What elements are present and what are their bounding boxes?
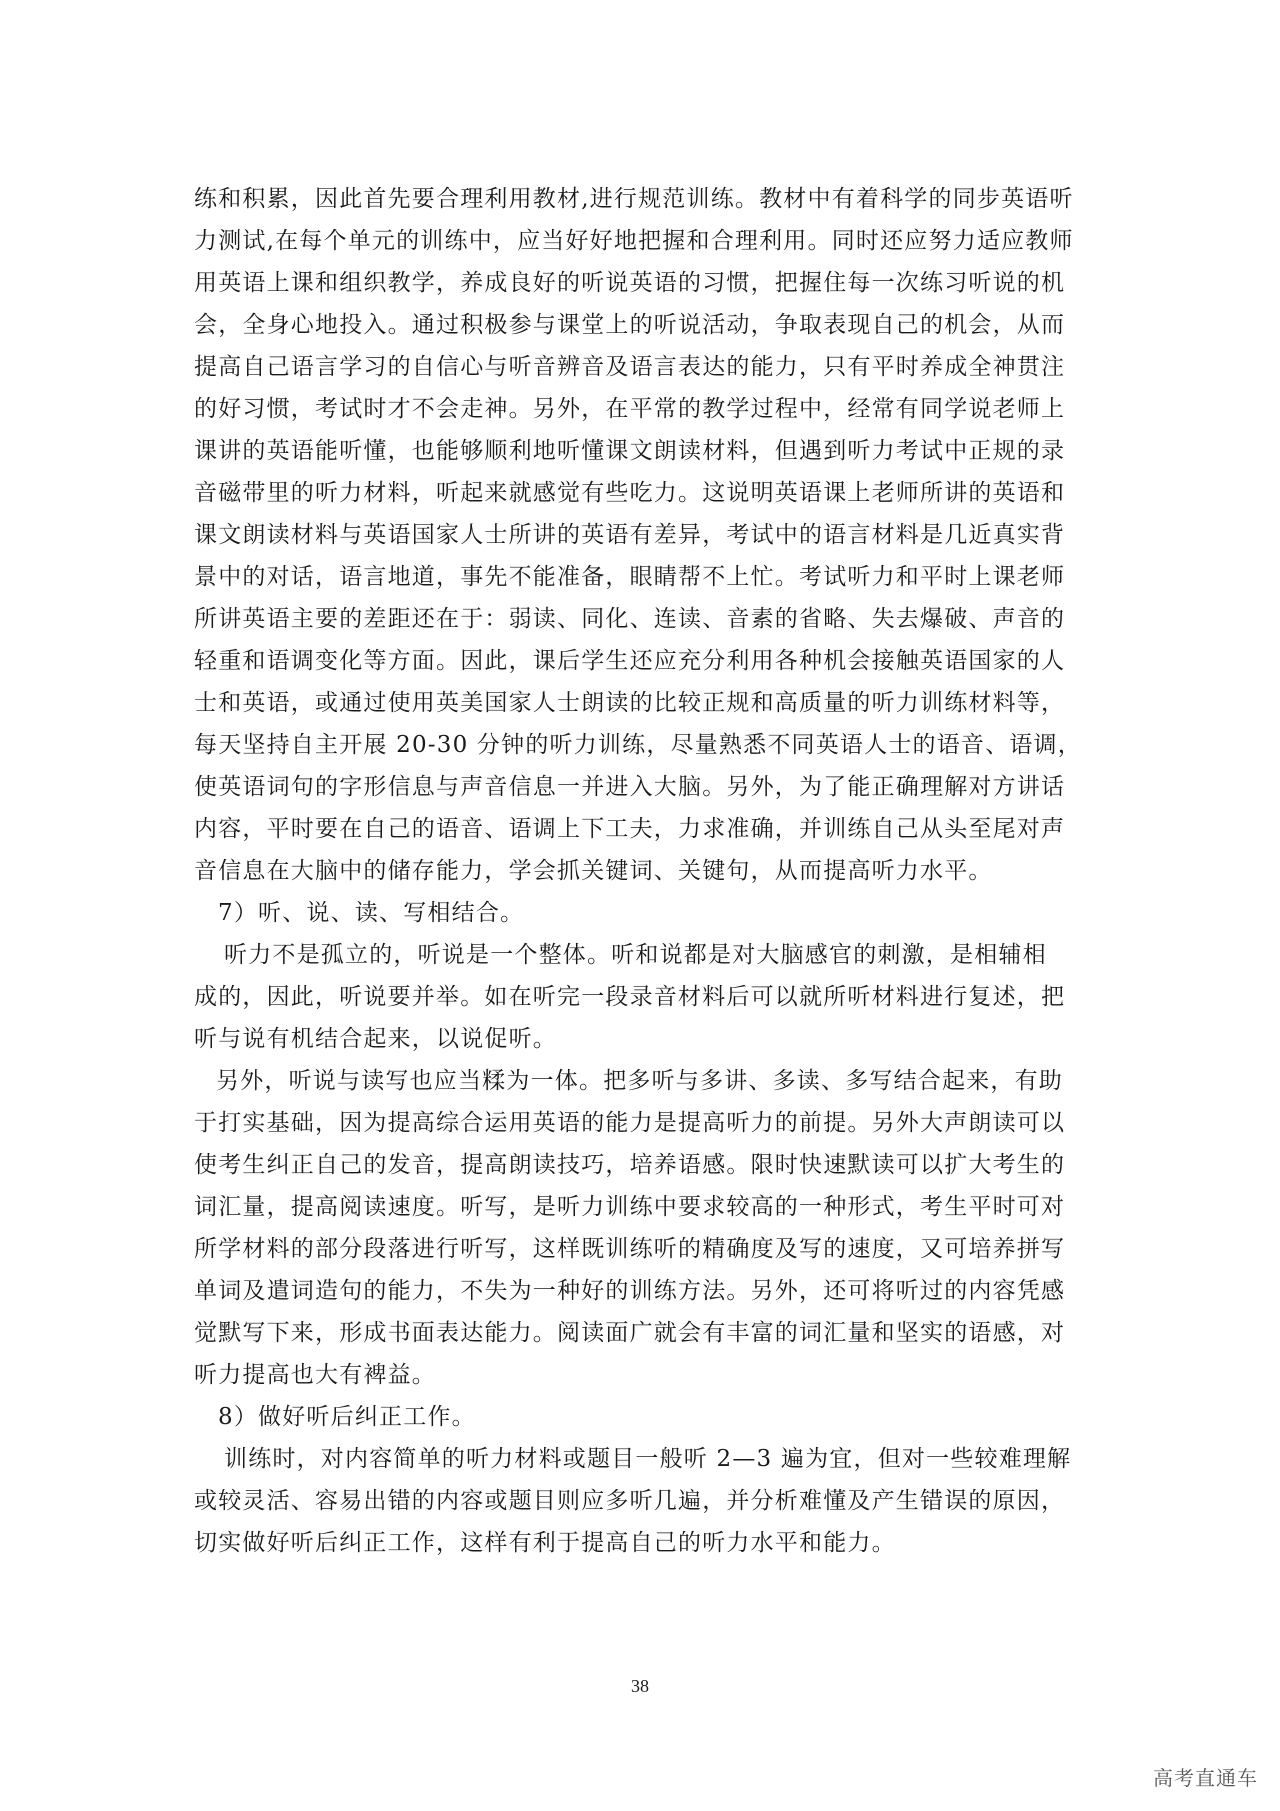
watermark-text: 高考直通车 [1153, 1766, 1258, 1790]
text-line: 使英语词句的字形信息与声音信息一并进入大脑。另外，为了能正确理解对方讲话 [194, 774, 1066, 800]
text-line: 使考生纠正自己的发音，提高朗读技巧，培养语感。限时快速默读可以扩大考生的 [194, 1152, 1066, 1178]
text-line: 内容，平时要在自己的语音、语调上下工夫，力求准确，并训练自己从头至尾对声 [194, 816, 1066, 842]
text-line: 会，全身心地投入。通过积极参与课堂上的听说活动，争取表现自己的机会，从而 [194, 312, 1066, 338]
text-line: 练和积累，因此首先要合理利用教材,进行规范训练。教材中有着科学的同步英语听 [194, 186, 1074, 212]
section-heading: 8）做好听后纠正工作。 [218, 1404, 476, 1430]
text-line: 力测试,在每个单元的训练中，应当好好地把握和合理利用。同时还应努力适应教师 [194, 228, 1074, 254]
text-line: 或较灵活、容易出错的内容或题目则应多听几遍，并分析难懂及产生错误的原因， [194, 1488, 1066, 1514]
body-text [194, 178, 1124, 1564]
text-line: 所讲英语主要的差距还在于：弱读、同化、连读、音素的省略、失去爆破、声音的 [194, 606, 1066, 632]
text-line: 音信息在大脑中的储存能力，学会抓关键词、关键句，从而提高听力水平。 [194, 858, 993, 884]
page-number: 38 [631, 1676, 649, 1696]
paragraph-start: 听力不是孤立的，听说是一个整体。听和说都是对大脑感官的刺激，是相辅相 [224, 942, 1047, 968]
text-line: 切实做好听后纠正工作，这样有利于提高自己的听力水平和能力。 [194, 1530, 896, 1556]
text-line: 听力提高也大有裨益。 [194, 1362, 436, 1388]
text-line: 用英语上课和组织教学，养成良好的听说英语的习惯，把握住每一次练习听说的机 [194, 270, 1066, 296]
text-line: 景中的对话，语言地道，事先不能准备，眼睛帮不上忙。考试听力和平时上课老师 [194, 564, 1066, 590]
paragraph-start: 训练时，对内容简单的听力材料或题目一般听 2—3 遍为宜，但对一些较难理解 [224, 1446, 1072, 1472]
text-line: 听与说有机结合起来，以说促听。 [194, 1026, 557, 1052]
text-line: 音磁带里的听力材料，听起来就感觉有些吃力。这说明英语课上老师所讲的英语和 [194, 480, 1066, 506]
text-line: 词汇量，提高阅读速度。听写，是听力训练中要求较高的一种形式，考生平时可对 [194, 1194, 1066, 1220]
text-line: 于打实基础，因为提高综合运用英语的能力是提高听力的前提。另外大声朗读可以 [194, 1110, 1066, 1136]
text-line: 每天坚持自主开展 20-30 分钟的听力训练，尽量熟悉不同英语人士的语音、语调， [194, 732, 1082, 758]
section-heading: 7）听、说、读、写相结合。 [218, 900, 525, 926]
text-line: 士和英语，或通过使用英美国家人士朗读的比较正规和高质量的听力训练材料等， [194, 690, 1066, 716]
text-line: 提高自己语言学习的自信心与听音辨音及语言表达的能力，只有平时养成全神贯注 [194, 354, 1066, 380]
text-line: 单词及遣词造句的能力，不失为一种好的训练方法。另外，还可将听过的内容凭感 [194, 1278, 1066, 1304]
text-line: 轻重和语调变化等方面。因此，课后学生还应充分利用各种机会接触英语国家的人 [194, 648, 1066, 674]
paragraph-start: 另外，听说与读写也应当糅为一体。把多听与多讲、多读、多写结合起来，有助 [216, 1068, 1063, 1094]
text-line: 课讲的英语能听懂，也能够顺利地听懂课文朗读材料，但遇到听力考试中正规的录 [194, 438, 1066, 464]
text-line: 所学材料的部分段落进行听写，这样既训练听的精确度及写的速度，又可培养拼写 [194, 1236, 1066, 1262]
text-line: 课文朗读材料与英语国家人士所讲的英语有差异，考试中的语言材料是几近真实背 [194, 522, 1066, 548]
text-line: 的好习惯，考试时才不会走神。另外，在平常的教学过程中，经常有同学说老师上 [194, 396, 1066, 422]
text-line: 成的，因此，听说要并举。如在听完一段录音材料后可以就所听材料进行复述，把 [194, 984, 1066, 1010]
text-line: 觉默写下来，形成书面表达能力。阅读面广就会有丰富的词汇量和坚实的语感，对 [194, 1320, 1066, 1346]
